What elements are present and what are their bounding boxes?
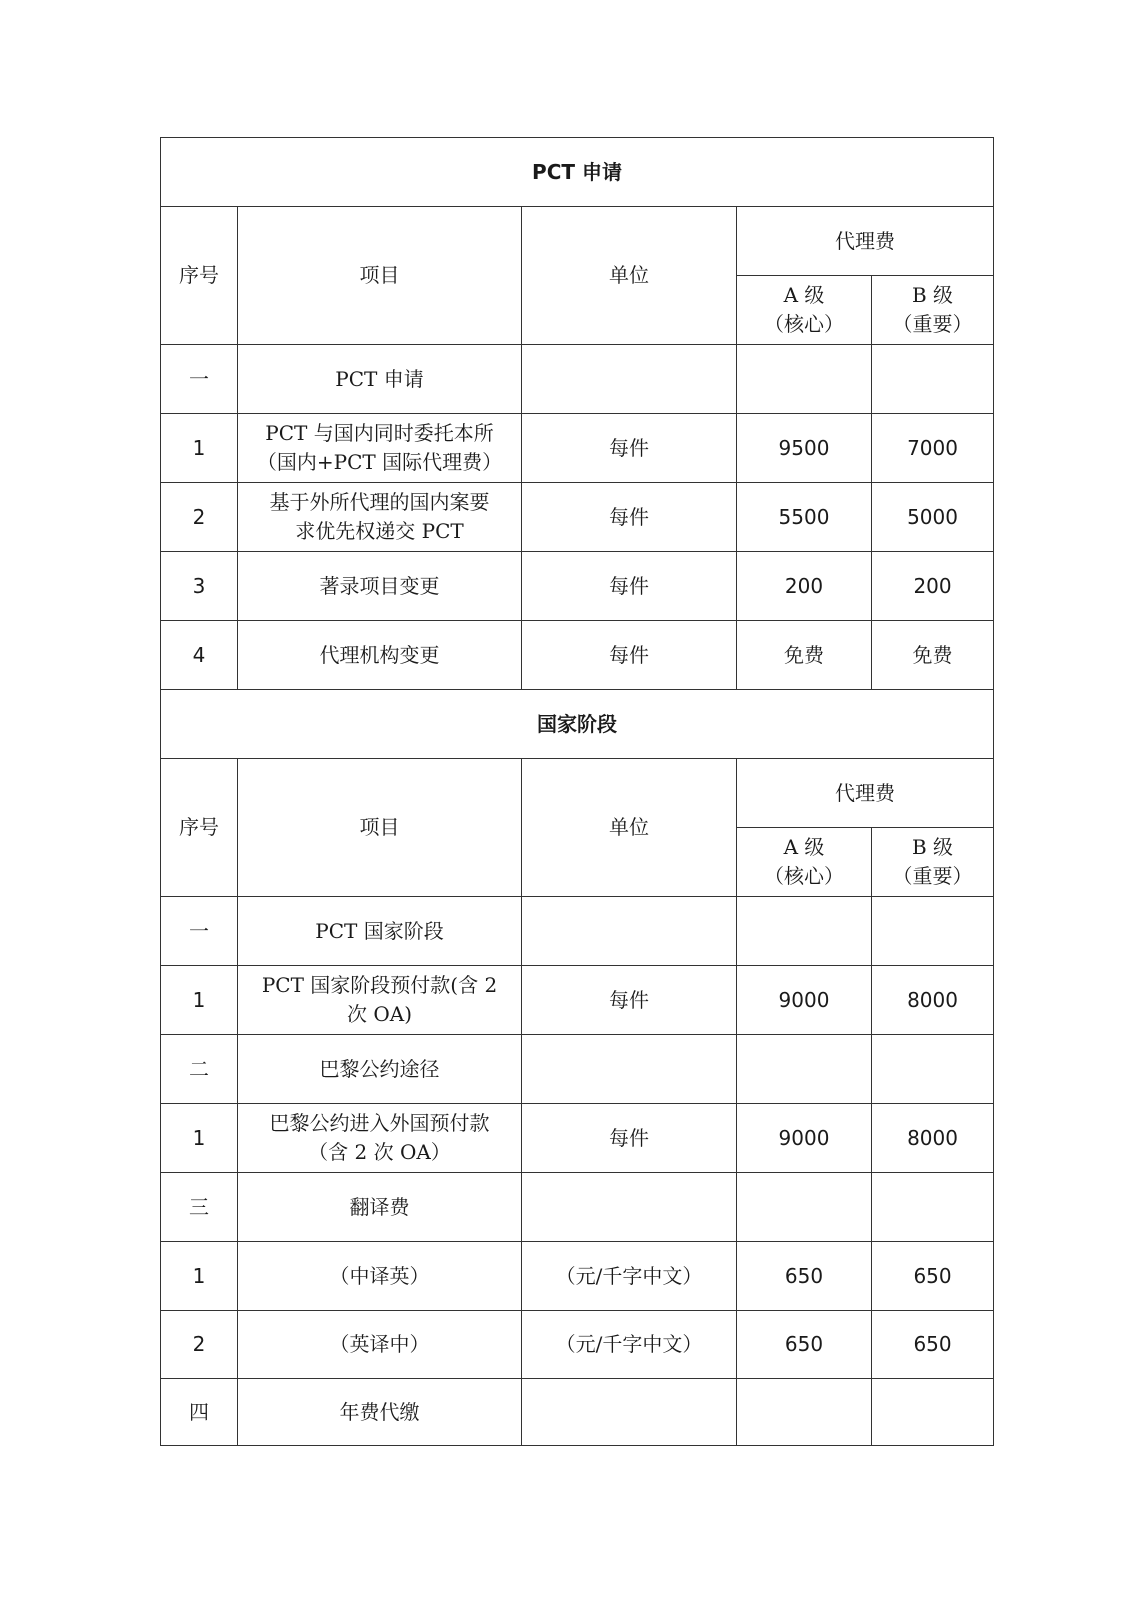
row-fee-a: 9000 (737, 1104, 872, 1173)
grade-a-note: （核心） (764, 312, 844, 336)
row-fee-a (737, 897, 872, 966)
header-item: 项目 (238, 759, 522, 897)
row-seq: 四 (161, 1379, 238, 1446)
table-row (161, 483, 994, 552)
row-fee-a (737, 345, 872, 414)
section-title: PCT 申请 (161, 138, 994, 207)
row-seq: 一 (161, 345, 238, 414)
header-seq: 序号 (161, 207, 238, 345)
table-row (161, 1379, 994, 1446)
header-grade-a (737, 276, 872, 345)
row-fee-a (737, 1173, 872, 1242)
row-fee-b (872, 1379, 994, 1446)
row-seq: 3 (161, 552, 238, 621)
row-fee-b: 650 (872, 1311, 994, 1379)
section-title-row (161, 690, 994, 759)
row-item: PCT 国家阶段 (238, 897, 522, 966)
row-item-line: （含 2 次 OA） (308, 1140, 451, 1164)
row-unit: （元/千字中文） (522, 1242, 737, 1311)
row-fee-b: 650 (872, 1242, 994, 1311)
row-seq: 1 (161, 1242, 238, 1311)
row-fee-a (737, 1035, 872, 1104)
row-item-line: 求优先权递交 PCT (295, 519, 464, 543)
row-fee-a: 9000 (737, 966, 872, 1035)
row-item: 著录项目变更 (238, 552, 522, 621)
table-row (161, 1035, 994, 1104)
row-fee-a: 免费 (737, 621, 872, 690)
row-seq: 2 (161, 483, 238, 552)
row-unit: 每件 (522, 621, 737, 690)
row-seq: 2 (161, 1311, 238, 1379)
row-item-line: PCT 与国内同时委托本所 (265, 421, 494, 445)
row-item: （中译英） (238, 1242, 522, 1311)
table-row (161, 414, 994, 483)
row-unit (522, 345, 737, 414)
row-seq: 1 (161, 1104, 238, 1173)
row-fee-a: 9500 (737, 414, 872, 483)
header-item: 项目 (238, 207, 522, 345)
header-seq: 序号 (161, 759, 238, 897)
row-fee-b (872, 345, 994, 414)
row-item: 年费代缴 (238, 1379, 522, 1446)
header-unit: 单位 (522, 759, 737, 897)
grade-a-label: A 级 (783, 835, 825, 859)
table-row (161, 897, 994, 966)
row-item (238, 966, 522, 1035)
row-seq: 三 (161, 1173, 238, 1242)
row-unit: 每件 (522, 552, 737, 621)
row-seq: 1 (161, 414, 238, 483)
grade-b-label: B 级 (912, 835, 954, 859)
row-item-line: 次 OA) (347, 1002, 412, 1026)
header-grade-b (872, 276, 994, 345)
row-unit: （元/千字中文） (522, 1311, 737, 1379)
row-item: PCT 申请 (238, 345, 522, 414)
table-row (161, 552, 994, 621)
section-title: 国家阶段 (161, 690, 994, 759)
table-row (161, 621, 994, 690)
row-fee-b: 200 (872, 552, 994, 621)
row-item: （英译中） (238, 1311, 522, 1379)
row-item-line: （国内+PCT 国际代理费） (256, 450, 503, 474)
row-fee-b (872, 1173, 994, 1242)
row-seq: 1 (161, 966, 238, 1035)
header-fee: 代理费 (737, 207, 994, 276)
table-row (161, 966, 994, 1035)
header-grade-a (737, 828, 872, 897)
row-item (238, 483, 522, 552)
row-unit: 每件 (522, 414, 737, 483)
table-row (161, 1173, 994, 1242)
row-unit: 每件 (522, 1104, 737, 1173)
table-row (161, 1311, 994, 1379)
row-unit (522, 1173, 737, 1242)
row-fee-b: 7000 (872, 414, 994, 483)
row-fee-b: 免费 (872, 621, 994, 690)
row-fee-b (872, 897, 994, 966)
row-item-line: 巴黎公约进入外国预付款 (269, 1111, 490, 1135)
header-fee: 代理费 (737, 759, 994, 828)
row-seq: 二 (161, 1035, 238, 1104)
row-unit (522, 1379, 737, 1446)
fee-table (160, 137, 994, 1446)
row-item: 翻译费 (238, 1173, 522, 1242)
row-item-line: PCT 国家阶段预付款(含 2 (261, 973, 498, 997)
row-item: 代理机构变更 (238, 621, 522, 690)
row-fee-a: 650 (737, 1311, 872, 1379)
row-seq: 4 (161, 621, 238, 690)
header-row (161, 759, 994, 828)
row-unit (522, 897, 737, 966)
table-row (161, 345, 994, 414)
row-item-line: 基于外所代理的国内案要 (269, 490, 490, 514)
row-fee-a: 200 (737, 552, 872, 621)
row-fee-a: 650 (737, 1242, 872, 1311)
grade-b-label: B 级 (912, 283, 954, 307)
row-item (238, 1104, 522, 1173)
table-row (161, 1242, 994, 1311)
table-row (161, 1104, 994, 1173)
grade-a-label: A 级 (783, 283, 825, 307)
row-fee-b: 5000 (872, 483, 994, 552)
row-fee-a (737, 1379, 872, 1446)
header-unit: 单位 (522, 207, 737, 345)
row-fee-a: 5500 (737, 483, 872, 552)
row-fee-b (872, 1035, 994, 1104)
row-fee-b: 8000 (872, 1104, 994, 1173)
row-unit: 每件 (522, 966, 737, 1035)
header-grade-b (872, 828, 994, 897)
grade-b-note: （重要） (892, 312, 973, 336)
row-unit: 每件 (522, 483, 737, 552)
row-seq: 一 (161, 897, 238, 966)
grade-a-note: （核心） (764, 864, 844, 888)
row-fee-b: 8000 (872, 966, 994, 1035)
row-item: 巴黎公约途径 (238, 1035, 522, 1104)
row-unit (522, 1035, 737, 1104)
header-row (161, 207, 994, 276)
section-title-row (161, 138, 994, 207)
row-item (238, 414, 522, 483)
grade-b-note: （重要） (892, 864, 973, 888)
